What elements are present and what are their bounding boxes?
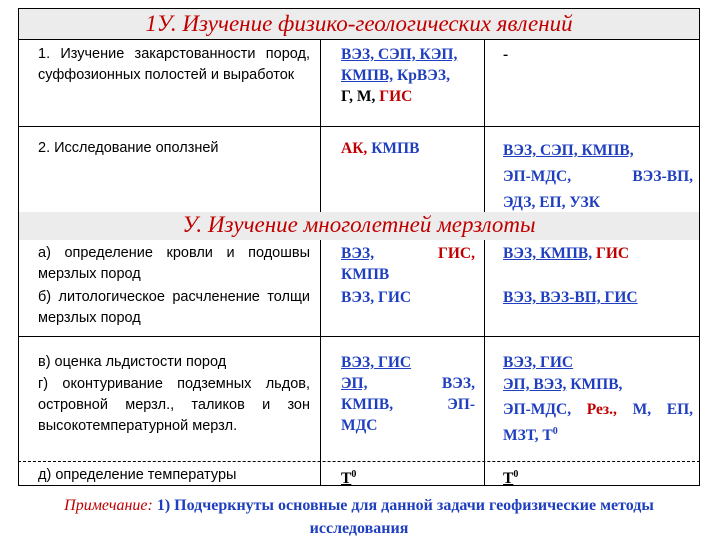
methods-secondary-karst: - xyxy=(503,46,509,63)
methods-secondary-ice xyxy=(503,352,693,447)
method: ВЭЗ, xyxy=(441,375,475,392)
method-line xyxy=(341,373,475,394)
method-text: Т xyxy=(341,470,352,488)
method: МДС xyxy=(341,417,378,434)
table-border-left-2 xyxy=(18,240,19,486)
method: КМПВ, xyxy=(341,67,394,84)
method: ЭП- xyxy=(447,396,475,413)
method: ГИС xyxy=(596,245,630,262)
superscript: 0 xyxy=(552,426,558,437)
method: КМПВ, xyxy=(341,396,394,413)
method: ВЭЗ, ВЭЗ-ВП, ГИС xyxy=(503,289,638,306)
task-karst: 1. Изучение закарстованности пород, суффозионных полостей и выработок xyxy=(38,46,310,83)
methods-secondary-landslides xyxy=(503,138,693,216)
task-text: Исследование оползней xyxy=(54,140,219,156)
task-temperature: д) определение температуры xyxy=(38,467,237,483)
method: ГИС xyxy=(379,88,413,105)
methods-primary-roof-base xyxy=(341,243,475,285)
methods-secondary-temperature xyxy=(503,464,693,489)
task-ice-contouring: г) оконтуривание подземных льдов, островной мерзл., таликов и зон высокотемпературной мерзл. xyxy=(38,376,310,434)
method: ВЭЗ, xyxy=(341,245,375,262)
method: ЭП, xyxy=(341,375,368,392)
method: ГИС, xyxy=(438,245,475,262)
method-line xyxy=(341,243,475,264)
method: ВЭЗ, ГИС xyxy=(341,289,412,306)
footnote-text: 1) Подчеркнуты основные для данной задачи геофизические методы исследования xyxy=(156,497,654,537)
task-lithology: б) литологическое расчленение толщи мерзлых пород xyxy=(38,289,310,326)
method: ЭП-МДС, xyxy=(503,401,572,418)
method xyxy=(503,427,558,444)
section-title-phenomena: 1У. Изучение физико-геологических явлений xyxy=(18,8,700,40)
task-number: 2. xyxy=(38,140,51,156)
methods-primary-temperature xyxy=(341,464,475,489)
method: М, xyxy=(632,401,652,418)
footnote-label: Примечание: xyxy=(64,497,153,514)
methods-primary-karst xyxy=(341,44,475,107)
row-divider xyxy=(18,126,700,127)
method-line xyxy=(341,394,475,415)
method: ВЭЗ, СЭП, КЭП, xyxy=(341,46,458,63)
methods-primary-lithology xyxy=(341,287,475,308)
methods-secondary-lithology xyxy=(503,287,693,308)
methods-primary-ice xyxy=(341,352,475,436)
method: АК, xyxy=(341,140,368,157)
column-divider-1b xyxy=(320,240,321,486)
method: ЭДЗ, ЕП, УЗК xyxy=(503,194,600,211)
method-text: МЗТ, Т xyxy=(503,427,553,445)
method: КрВЭЗ, xyxy=(397,67,450,84)
method: ВЭЗ-ВП, xyxy=(632,168,693,185)
method: КМПВ, xyxy=(570,376,623,393)
method: КМПВ xyxy=(371,140,420,157)
method: ВЭЗ, КМПВ, xyxy=(503,245,593,262)
method: ВЭЗ, ГИС xyxy=(341,354,412,371)
method: КМПВ xyxy=(341,266,390,283)
section-title-permafrost: У. Изучение многолетней мерзлоты xyxy=(18,212,700,240)
superscript: 0 xyxy=(513,469,519,480)
table-border-right-2 xyxy=(699,240,700,486)
method: ЭП, ВЭЗ, xyxy=(503,376,567,393)
method: ВЭЗ, СЭП, КМПВ, xyxy=(503,142,634,159)
task-landslides xyxy=(38,138,310,159)
method: ВЭЗ, ГИС xyxy=(503,354,574,371)
task-ice-content: в) оценка льдистости пород xyxy=(38,354,227,370)
method: ЭП-МДС, xyxy=(503,168,572,185)
row-divider xyxy=(18,336,700,337)
task-roof-base: а) определение кровли и подошвы мерзлых пород xyxy=(38,245,310,282)
method: ЕП, xyxy=(666,401,694,418)
row-divider-dashed xyxy=(18,461,700,462)
methods-secondary-roof-base xyxy=(503,243,693,264)
method: Г, М, xyxy=(341,88,376,105)
method: Рез., xyxy=(586,401,617,418)
method-line xyxy=(503,164,693,190)
column-divider-2b xyxy=(484,240,485,486)
method-line xyxy=(503,399,693,421)
footnote xyxy=(18,494,700,540)
superscript: 0 xyxy=(351,469,357,480)
methods-primary-landslides xyxy=(341,138,475,159)
method-text: Т xyxy=(503,470,514,488)
